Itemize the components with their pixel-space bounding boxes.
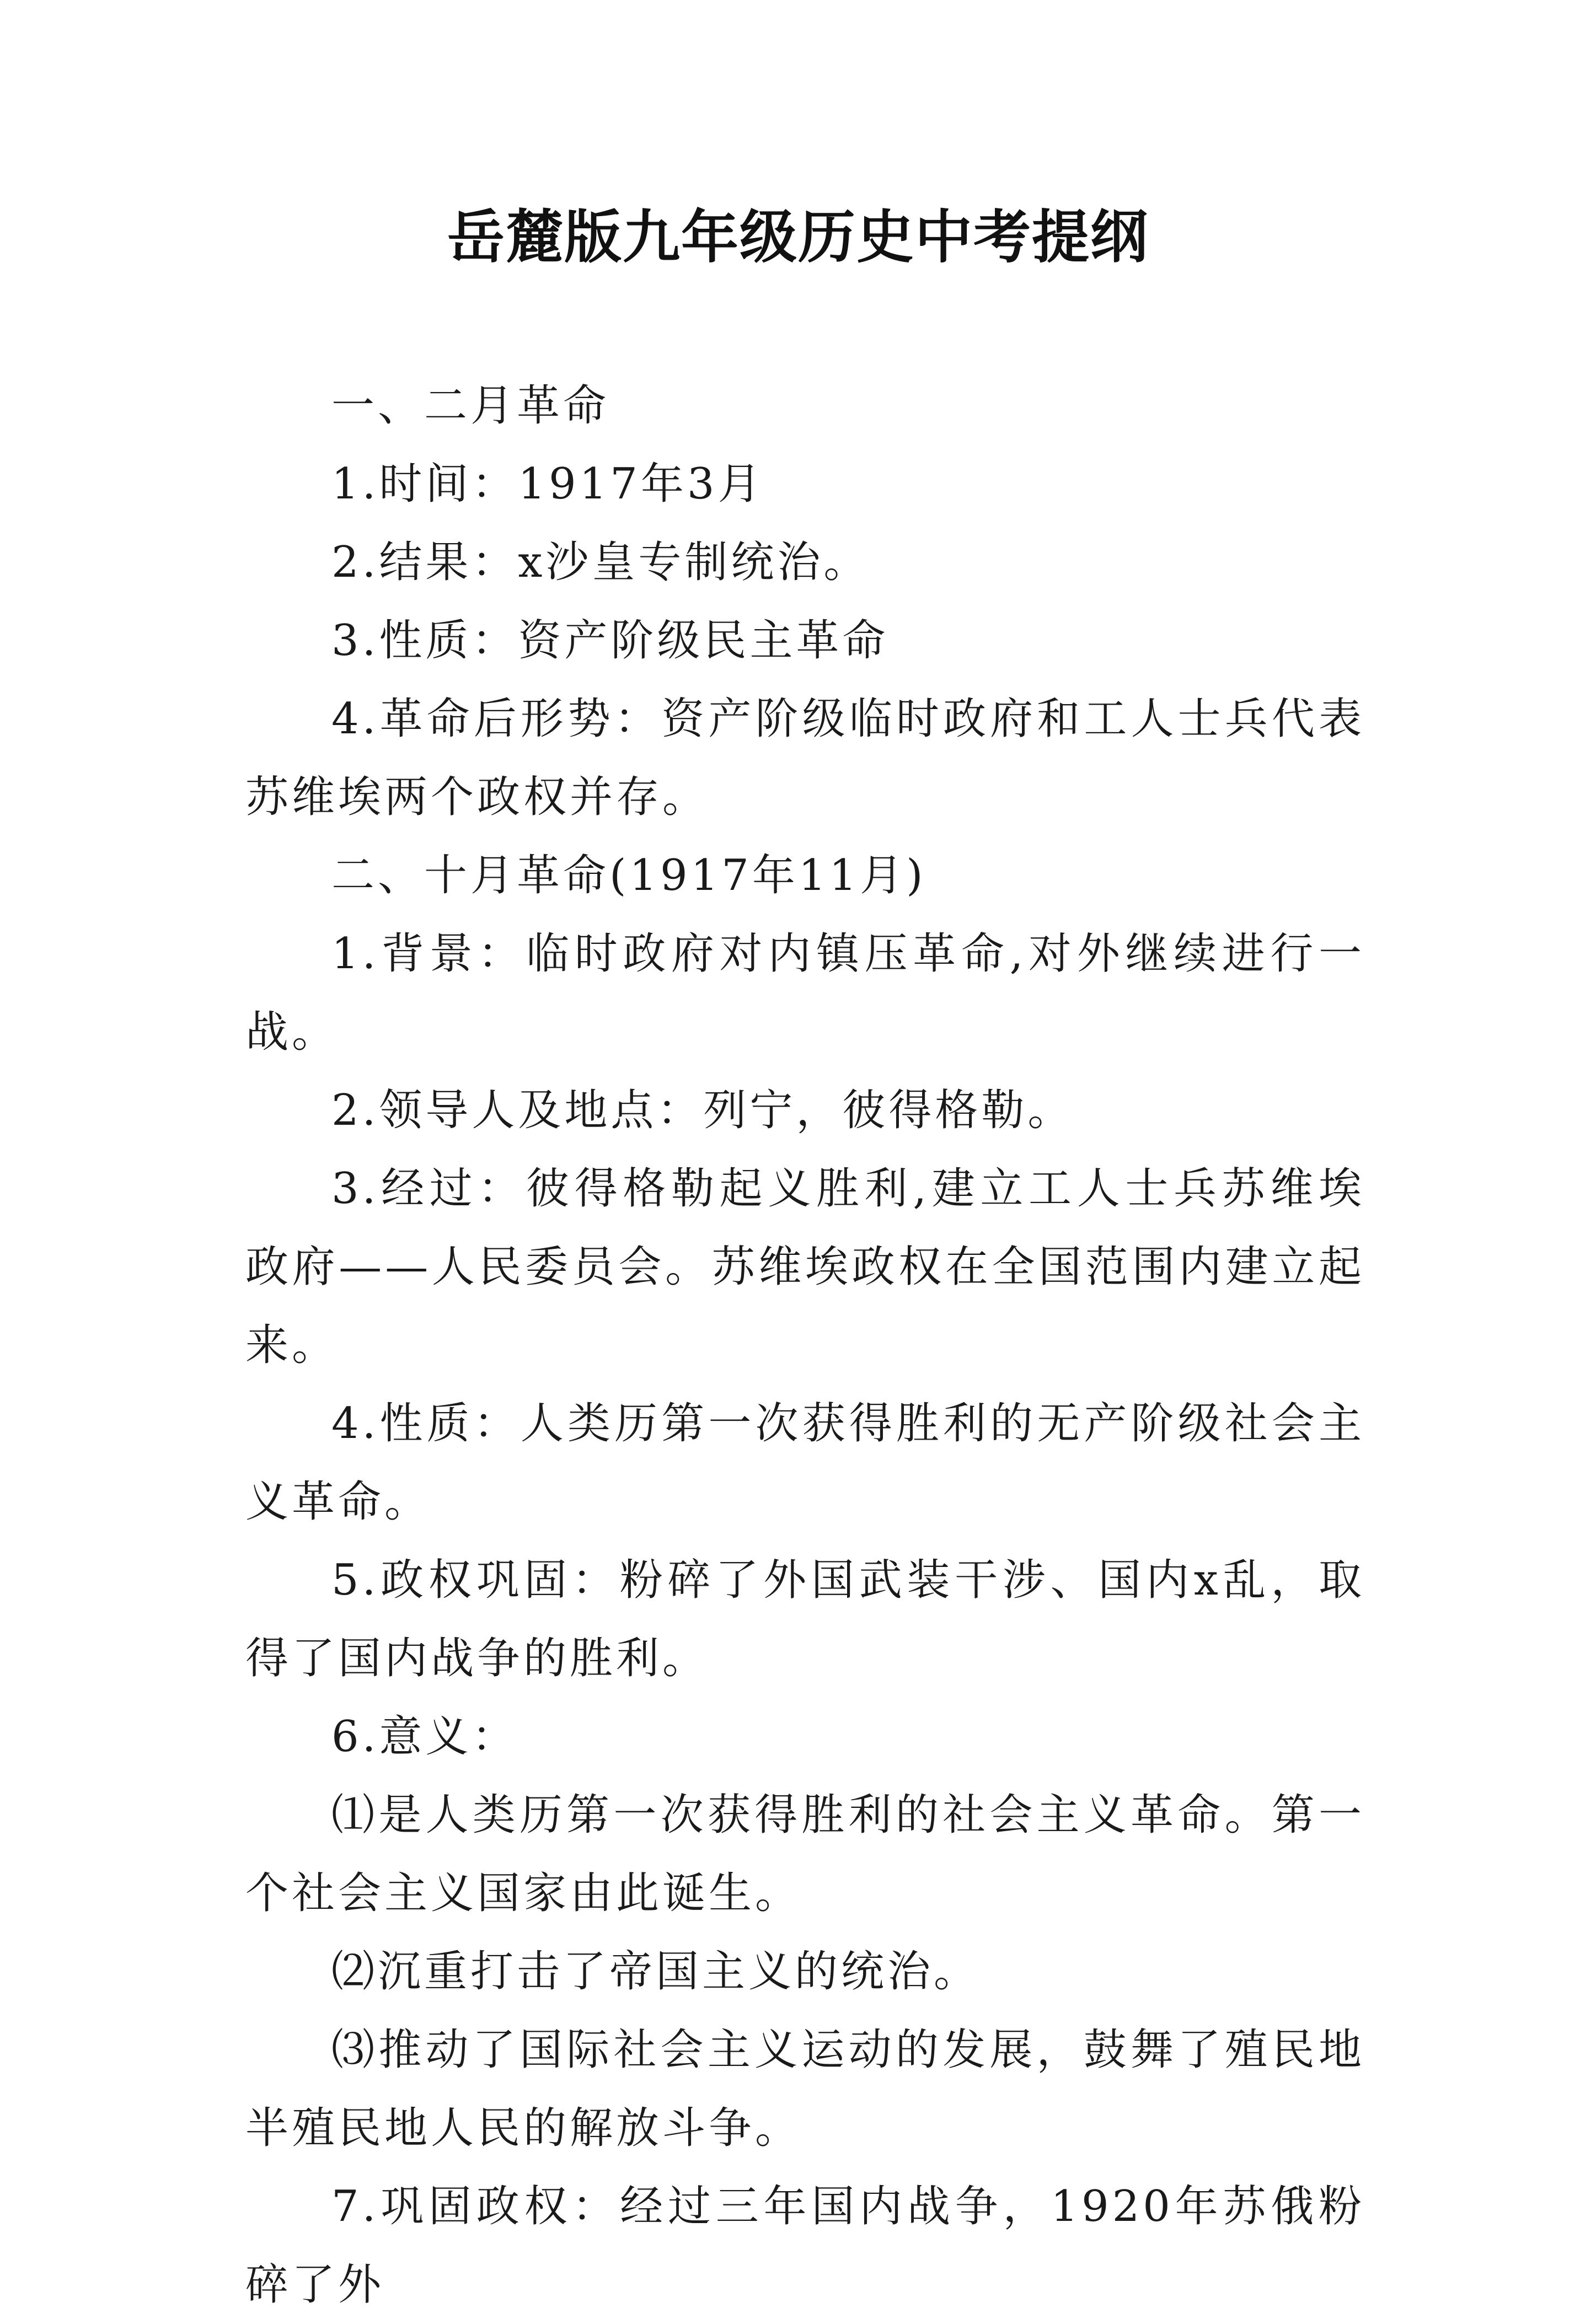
paragraph: 1.时间：1917年3月 <box>331 459 764 509</box>
paragraph: 2.领导人及地点：列宁，彼得格勒。 <box>331 1086 1074 1135</box>
document-body <box>245 367 1365 2324</box>
document-title: 岳麓版九年级历史中考提纲 <box>447 203 1149 271</box>
paragraph: 4.革命后形势：资产阶级临时政府和工人士兵代表苏维埃两个政权并存。 <box>245 694 1365 822</box>
paragraph: 3.性质：资产阶级民主革命 <box>331 616 889 665</box>
paragraph: 4.性质：人类历第一次获得胜利的无产阶级社会主义革命。 <box>245 1399 1365 1527</box>
paragraph: ⑶推动了国际社会主义运动的发展，鼓舞了殖民地半殖民地人民的解放斗争。 <box>245 2025 1365 2153</box>
paragraph: ⑴是人类历第一次获得胜利的社会主义革命。第一个社会主义国家由此诞生。 <box>245 1790 1365 1918</box>
paragraph: 7.巩固政权：经过三年国内战争，1920年苏俄粉碎了外 <box>245 2182 1365 2310</box>
paragraph: 5.政权巩固：粉碎了外国武装干涉、国内x乱，取得了国内战争的胜利。 <box>245 1555 1365 1683</box>
paragraph: 3.经过：彼得格勒起义胜利,建立工人士兵苏维埃政府——人民委员会。苏维埃政权在全国范围内建立起来。 <box>245 1164 1365 1370</box>
section-heading-october-revolution: 二、十月革命(1917年11月) <box>331 851 926 900</box>
paragraph: 2.结果：x沙皇专制统治。 <box>331 538 870 587</box>
paragraph: 6.意义： <box>331 1712 518 1762</box>
paragraph: 1.背景：临时政府对内镇压革命,对外继续进行一战。 <box>245 929 1365 1057</box>
paragraph: ⑵沉重打击了帝国主义的统治。 <box>331 1947 981 1996</box>
section-heading-february-revolution: 一、二月革命 <box>331 381 610 431</box>
